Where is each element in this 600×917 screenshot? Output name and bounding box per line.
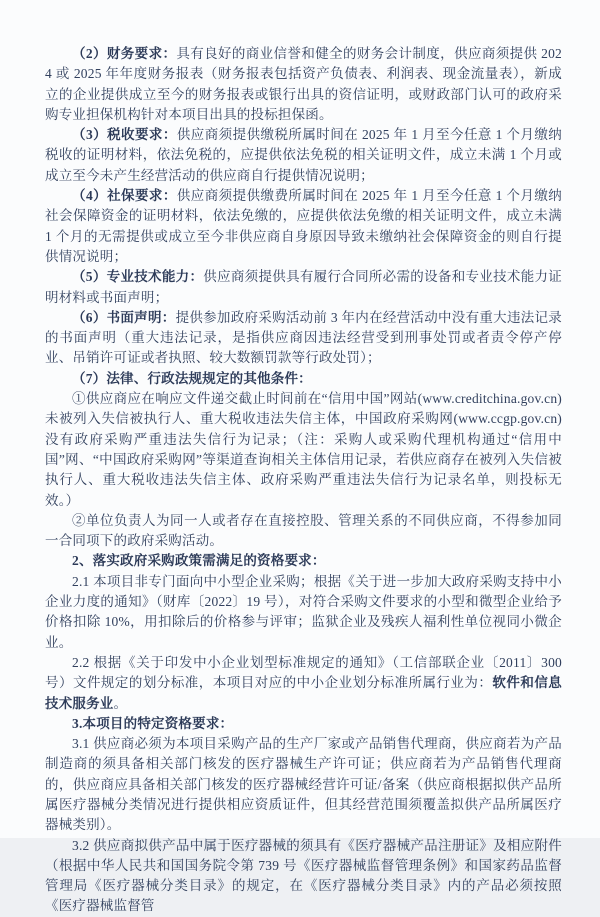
paragraph-text: 3.2 供应商拟供产品中属于医疗器械的须具有《医疗器械产品注册证》及相应附件（根据中华人民共和国国务院令第 739 号《医疗器械监督管理条例》和国家药品监督管理局《医疗器械分类目录》的规定，在《医疗器械分类目录》内的产品必须按照《医疗器械监督管 [45, 837, 562, 914]
heading-other-legal-conditions [45, 369, 562, 389]
paragraph-label: （4）社保要求： [72, 188, 177, 204]
paragraph-label: （3）税收要求： [72, 127, 177, 143]
paragraph-text: 3.1 供应商必须为本项目采购产品的生产厂家或产品销售代理商，供应商若为产品制造商的须具备相关部门核发的医疗器械生产许可证；供应商若为产品销售代理商的，供应商应具备相关部门核发的医疗器械经营许可证/备案（供应商根据拟供产品所属医疗器械分类情况进行提供相应资质证件，但其经营范围须覆盖拟供产品所属医疗器械类别）。 [45, 736, 562, 833]
paragraph-suffix: 。 [113, 695, 128, 711]
paragraph-label: （5）专业技术能力： [72, 269, 204, 285]
para-social-security-requirements [45, 186, 562, 267]
para-financial-requirements [45, 44, 562, 125]
para-tax-requirements [45, 125, 562, 186]
paragraph-label: （2）财务要求： [72, 46, 177, 61]
document-body [45, 44, 562, 917]
paragraph-label: 2、落实政府采购政策需满足的资格要求： [72, 553, 326, 569]
para-professional-capability [45, 267, 562, 308]
paragraph-text: 提供参加政府采购活动前 3 年内在经营活动中没有重大违法记录的书面声明（重大违法记录，是指供应商因违法经营受到刑事处罚或者责令停产停业、吊销许可证或者执照、较大数额罚款等行政处罚）； [45, 309, 563, 366]
paragraph-text: 具有良好的商业信誉和健全的财务会计制度，供应商须提供 2024 或 2025 年年度财务报表（财务报表包括资产负债表、利润表、现金流量表），新成立的企业提供成立至今的财务报表或银行出具的资信证明，或财政部门认可的政府采购专业担保机构针对本项目出具的投标担保函。 [45, 46, 562, 122]
paragraph-text: ①供应商应在响应文件递交截止时间前在“信用中国”网站(www.creditchina.gov.cn)未被列入失信被执行人、重大税收违法失信主体，中国政府采购网(www.ccgp.gov.cn)没有政府采购严重违法失信行为记录；（注：采购人或采购代理机构通过“信用中国”网、“中国政府采购网”等渠道查询相关主体信用记录，若供应商存在被列入失信被执行人、重大税收违法失信主体、政府采购严重违法失信行为记录名单，则投标无效。） [45, 391, 562, 508]
paragraph-label: （6）书面声明： [72, 309, 176, 325]
para-credit-china-check [45, 389, 562, 511]
para-same-legal-representative [45, 511, 562, 552]
para-medical-device-registration [45, 836, 562, 917]
paragraph-text: 2.1 本项目非专门面向中小型企业采购；根据《关于进一步加大政府采购支持中小企业力度的通知》（财库〔2022〕19 号），对符合采购文件要求的小型和微型企业给予价格扣除 10%，用扣除后的价格参与评审；监狱企业及残疾人福利性单位视同小微企业。 [45, 573, 562, 650]
heading-specific-qualifications [45, 714, 562, 734]
paragraph-text: 供应商须提供具有履行合同所必需的设备和专业技术能力证明材料或书面声明； [45, 269, 562, 305]
paragraph-text: 供应商须提供缴税所属时间在 2025 年 1 月至今任意 1 个月缴纳税收的证明材料，依法免税的，应提供依法免税的相关证明文件，成立未满 1 个月或成立至今未产生经营活动的供应商自行提供情况说明； [45, 127, 562, 183]
paragraph-text: 2.2 根据《关于印发中小企业划型标准规定的通知》（工信部联企业〔2011〕300 号）文件规定的划分标准，本项目对应的中小企业划分标准所属行业为： [45, 654, 562, 691]
paragraph-label: （7）法律、行政法规规定的其他条件： [72, 370, 312, 386]
paragraph-label: 3.本项目的特定资格要求： [72, 715, 234, 731]
paragraph-text: ②单位负责人为同一人或者存在直接控股、管理关系的不同供应商，不得参加同一合同项下的政府采购活动。 [45, 512, 562, 549]
para-written-declaration [45, 308, 562, 369]
paragraph-bold-industry: 软件和信息技术服务业 [45, 675, 562, 711]
para-manufacturer-or-agent-requirement [45, 734, 562, 835]
para-smb-policy [45, 572, 562, 653]
para-smb-classification [45, 653, 562, 714]
paragraph-text: 供应商须提供缴费所属时间在 2025 年 1 月至今任意 1 个月缴纳社会保障资金的证明材料，依法免缴的，应提供依法免缴的相关证明文件，成立未满 1 个月的无需提供或成立至今非供应商自身原因导致未缴纳社会保障资金的则自行提供情况说明； [45, 188, 562, 264]
heading-procurement-policy-qualifications [45, 551, 562, 571]
